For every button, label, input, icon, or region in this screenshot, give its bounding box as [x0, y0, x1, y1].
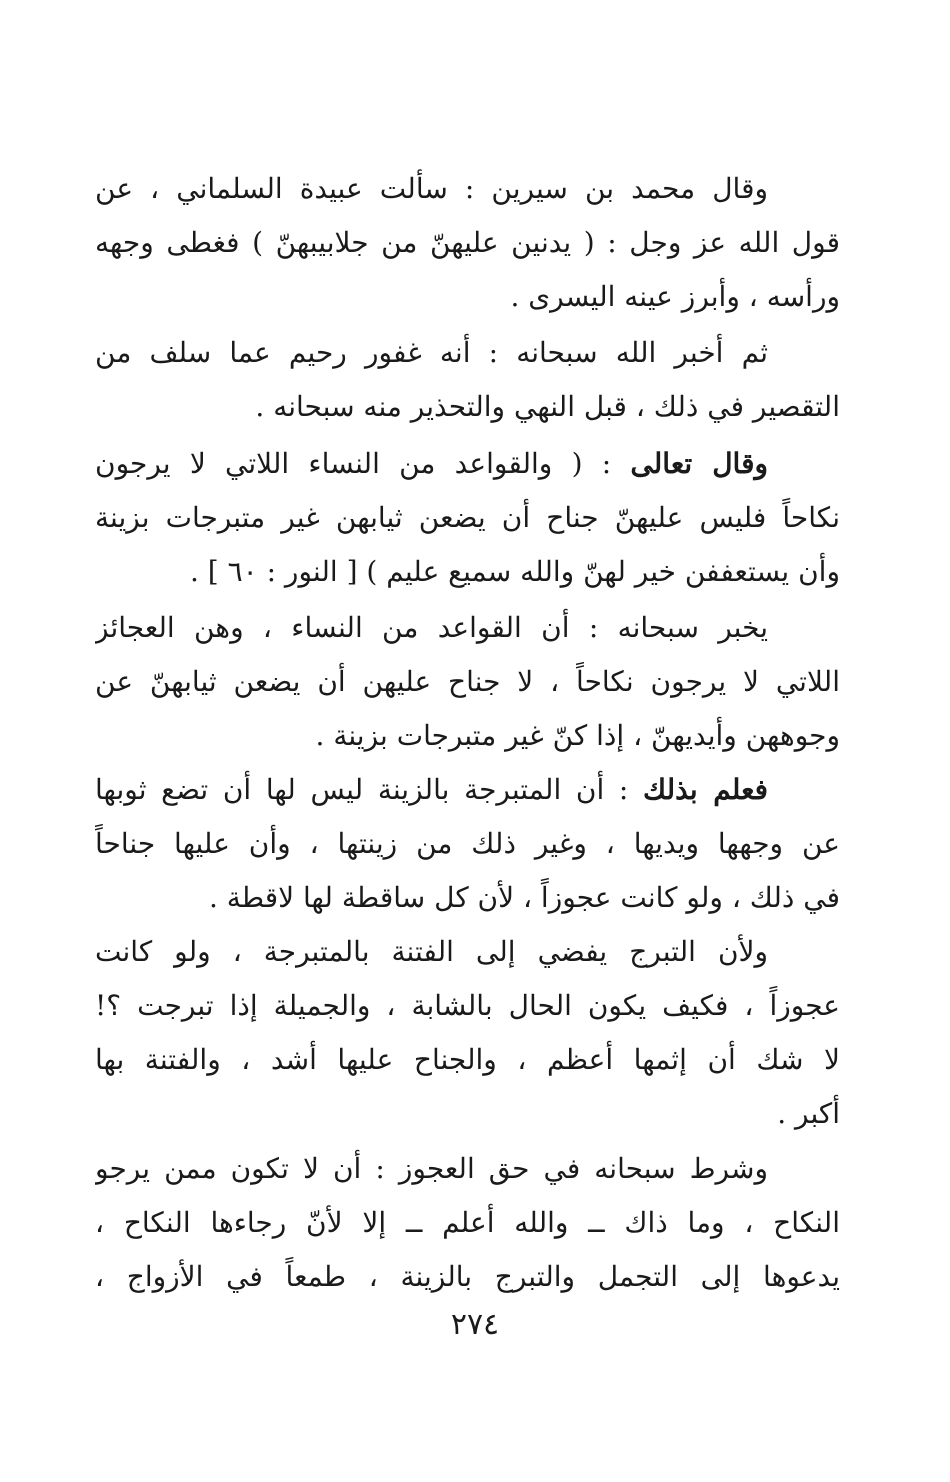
text-line: أكبر . [777, 1097, 840, 1130]
paragraph-ghafur-rahim [95, 326, 840, 434]
text-line: وجوههن وأيديهنّ ، إذا كنّ غير متبرجات بزينة . [315, 719, 840, 752]
paragraph-ibn-sirin [95, 162, 840, 324]
line-rest: : أن المتبرجة بالزينة ليس لها أن تضع ثوبها [95, 773, 644, 806]
text-line: وأن يستعففن خير لهنّ والله سميع عليم ) [ النور : ٦٠ ] . [189, 555, 840, 588]
text-line: في ذلك ، ولو كانت عجوزاً ، لأن كل ساقطة لها لاقطة . [208, 881, 840, 914]
text-line: وشرط سبحانه في حق العجوز : أن لا تكون ممن يرجو [95, 1152, 768, 1185]
text-line: يدعوها إلى التجمل والتبرج بالزينة ، طمعاً في الأزواج ، [95, 1260, 840, 1293]
paragraph-mutabarrija [95, 763, 840, 925]
text-line: لا شك أن إثمها أعظم ، والجناح عليها أشد ، والفتنة بها [95, 1043, 840, 1076]
text-line: ولأن التبرج يفضي إلى الفتنة بالمتبرجة ، ولو كانت [95, 935, 768, 968]
text-line: ورأسه ، وأبرز عينه اليسرى . [510, 280, 840, 313]
text-line [95, 437, 840, 491]
text-line: وقال محمد بن سيرين : سألت عبيدة السلماني ، عن [95, 172, 768, 205]
paragraph-qawaid-explanation [95, 601, 840, 763]
line-rest: : ( والقواعد من النساء اللاتي لا يرجون [95, 447, 631, 480]
text-line: نكاحاً فليس عليهنّ جناح أن يضعن ثيابهن غير متبرجات بزينة [95, 501, 840, 534]
text-line [95, 763, 840, 817]
text-line: يخبر سبحانه : أن القواعد من النساء ، وهن العجائز [95, 611, 768, 644]
paragraph-qawaid-verse [95, 437, 840, 599]
paragraph-ajuz-condition [95, 1142, 840, 1304]
text-line: ثم أخبر الله سبحانه : أنه غفور رحيم عما سلف من [95, 336, 768, 369]
text-line: قول الله عز وجل : ( يدنين عليهنّ من جلابيبهنّ ) فغطى وجهه [95, 226, 840, 259]
text-line: عجوزاً ، فكيف يكون الحال بالشابة ، والجميلة إذا تبرجت ؟! [95, 989, 840, 1022]
text-line: اللاتي لا يرجون نكاحاً ، لا جناح عليهن أن يضعن ثيابهنّ عن [95, 665, 840, 698]
paragraph-tabarruj-fitna [95, 925, 840, 1141]
text-line: النكاح ، وما ذاك ــ والله أعلم ــ إلا لأنّ رجاءها النكاح ، [95, 1206, 840, 1239]
bold-lead: فعلم بذلك [643, 773, 768, 806]
page-number: ٢٧٤ [450, 1307, 500, 1342]
bold-lead: وقال تعالى [630, 447, 768, 480]
text-line: التقصير في ذلك ، قبل النهي والتحذير منه سبحانه . [255, 390, 840, 423]
text-line: عن وجهها ويديها ، وغير ذلك من زينتها ، وأن عليها جناحاً [95, 827, 840, 860]
